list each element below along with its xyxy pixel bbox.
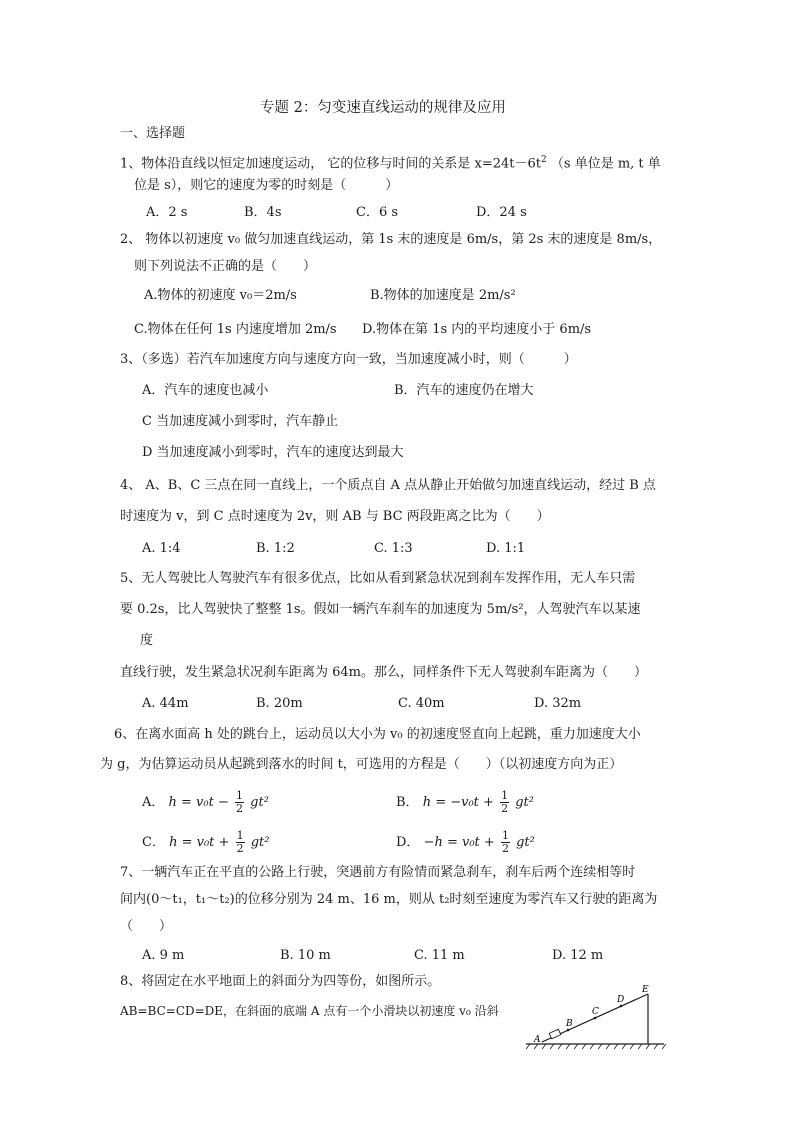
label-b: B [566,1019,573,1029]
label-e: E [642,985,649,995]
question-4-line-2: 时速度为 v，到 C 点时速度为 2v，则 AB 与 BC 两段距离之比为（ ） [120,509,550,524]
question-1-text: 1、物体沿直线以恒定加速度运动， 它的位移与时间的关系是 x=24t－6t [120,156,542,172]
fraction [236,830,245,855]
fraction [235,790,244,815]
denominator: 2 [236,842,244,855]
q7-option-c: C. 11 m [414,948,465,963]
q3-option-b: B．汽车的速度仍在增大 [394,383,534,398]
equation-right: gt² [515,795,534,810]
q4-option-d: D. 1:1 [486,541,526,556]
q2-option-d: D.物体在第 1s 内的平均速度小于 6m/s [362,322,592,337]
q5-option-d: D. 32m [534,696,582,711]
question-2-line-1: 2、 物体以初速度 v₀ 做匀加速直线运动，第 1s 末的速度是 6m/s，第 2s 末的速度是 8m/s， [120,232,662,247]
equation-left: h = −v₀t + [422,795,494,810]
q1-option-c: C．6 s [356,205,399,220]
question-5-line-3: 度 [140,633,154,648]
question-8-line-2: AB=BC=CD=DE，在斜面的底端 A 点有一个小滑块以初速度 v₀ 沿斜 [120,1004,499,1018]
q5-option-c: C. 40m [398,696,445,711]
q2-option-b: B.物体的加速度是 2m/s² [370,288,516,303]
question-5-line-1: 5、无人驾驶比人驾驶汽车有很多优点，比如从看到紧急状况到刹车发挥作用，无人车只需 [120,571,636,586]
equation-right: gt² [516,835,535,850]
q6-option-d [396,830,535,855]
incline-figure [520,984,670,1054]
point-c [594,1017,597,1020]
denominator: 2 [236,802,244,815]
option-label: D． [396,835,420,850]
question-1-line-1 [120,151,661,173]
section-heading: 一、选择题 [120,126,186,141]
q5-option-b: B. 20m [256,696,303,711]
denominator: 2 [501,802,509,815]
q7-option-a: A. 9 m [142,948,185,963]
q7-option-b: B. 10 m [280,948,331,963]
q6-option-b [396,790,534,815]
question-7-line-3: （ ） [120,919,173,934]
q2-option-c: C.物体在任何 1s 内速度增加 2m/s [134,322,337,337]
q6-option-a [142,790,269,815]
question-7-line-1: 7、一辆汽车正在平直的公路上行驶，突遇前方有险情而紧急刹车，刹车后两个连续相等时 [120,865,636,880]
numerator: 1 [501,829,509,842]
numerator: 1 [501,789,509,802]
point-b [567,1029,570,1032]
q4-option-a: A. 1:4 [142,541,181,556]
question-6-line-1: 6、在离水面高 h 处的跳台上，运动员以大小为 v₀ 的初速度竖直向上起跳，重力加速度大小 [114,727,641,742]
numerator: 1 [236,789,244,802]
q4-option-c: C. 1:3 [374,541,413,556]
question-5-line-2: 要 0.2s，比人驾驶快了整整 1s。假如一辆汽车刹车的加速度为 5m/s²，人驾驶汽车以某速 [120,602,641,617]
question-5-line-4: 直线行驶，发生紧急状况刹车距离为 64m。那么，同样条件下无人驾驶刹车距离为（ ） [120,665,648,680]
q3-option-c: C 当加速度减小到零时，汽车静止 [142,414,339,429]
question-1-line-2: 位是 s），则它的速度为零的时刻是（ ） [134,178,399,193]
label-a: A [534,1035,541,1045]
equation-left: h = v₀t − [168,795,229,810]
question-7-line-2: 间内(0～t₁，t₁～t₂)的位移分别为 24 m、16 m，则从 t₂时刻至速度为零汽车又行驶的距离为 [120,892,658,907]
q3-option-a: A．汽车的速度也减小 [142,383,269,398]
point-d [620,1005,623,1008]
q2-option-a: A.物体的初速度 v₀＝2m/s [144,288,297,303]
question-6-line-2: 为 g，为估算运动员从起跳到落水的时间 t，可选用的方程是（ ）（以初速度方向为正） [100,757,623,772]
question-4-line-1: 4、 A、B、C 三点在同一直线上，一个质点自 A 点从静止开始做匀加速直线运动，经过 B 点 [120,478,656,493]
equation-right: gt² [250,835,270,850]
equation-right: gt² [250,795,269,810]
q5-option-a: A. 44m [142,696,189,711]
equation-left: −h = v₀t + [423,835,495,850]
q1-option-b: B．4s [244,205,282,220]
denominator: 2 [501,842,509,855]
question-2-line-2: 则下列说法不正确的是（ ） [134,259,317,274]
label-c: C [592,1007,599,1017]
q1-option-a: A．2 s [146,205,188,220]
question-1-unit-note: （s 单位是 m, t 单 [550,156,661,172]
fraction [500,790,509,815]
option-label: C． [142,835,165,850]
option-label: A． [142,795,165,810]
question-3-line: 3、（多选）若汽车加速度方向与速度方向一致，当加速度减小时，则（ ） [120,352,577,367]
label-d: D [617,995,625,1005]
page-title: 专题 2：匀变速直线运动的规律及应用 [260,100,506,116]
ground-hatch [526,1044,666,1049]
q4-option-b: B. 1:2 [256,541,295,556]
numerator: 1 [236,829,244,842]
exponent: 2 [541,155,547,165]
q6-option-c [142,830,269,855]
slider-block [549,1029,561,1039]
question-8-line-1: 8、将固定在水平地面上的斜面分为四等份，如图所示。 [120,974,441,989]
fraction [501,830,510,855]
option-label: B． [396,795,419,810]
equation-left: h = v₀t + [169,835,230,850]
q7-option-d: D. 12 m [552,948,604,963]
q3-option-d: D 当加速度减小到零时，汽车的速度达到最大 [142,445,404,460]
q1-option-d: D．24 s [476,205,527,220]
